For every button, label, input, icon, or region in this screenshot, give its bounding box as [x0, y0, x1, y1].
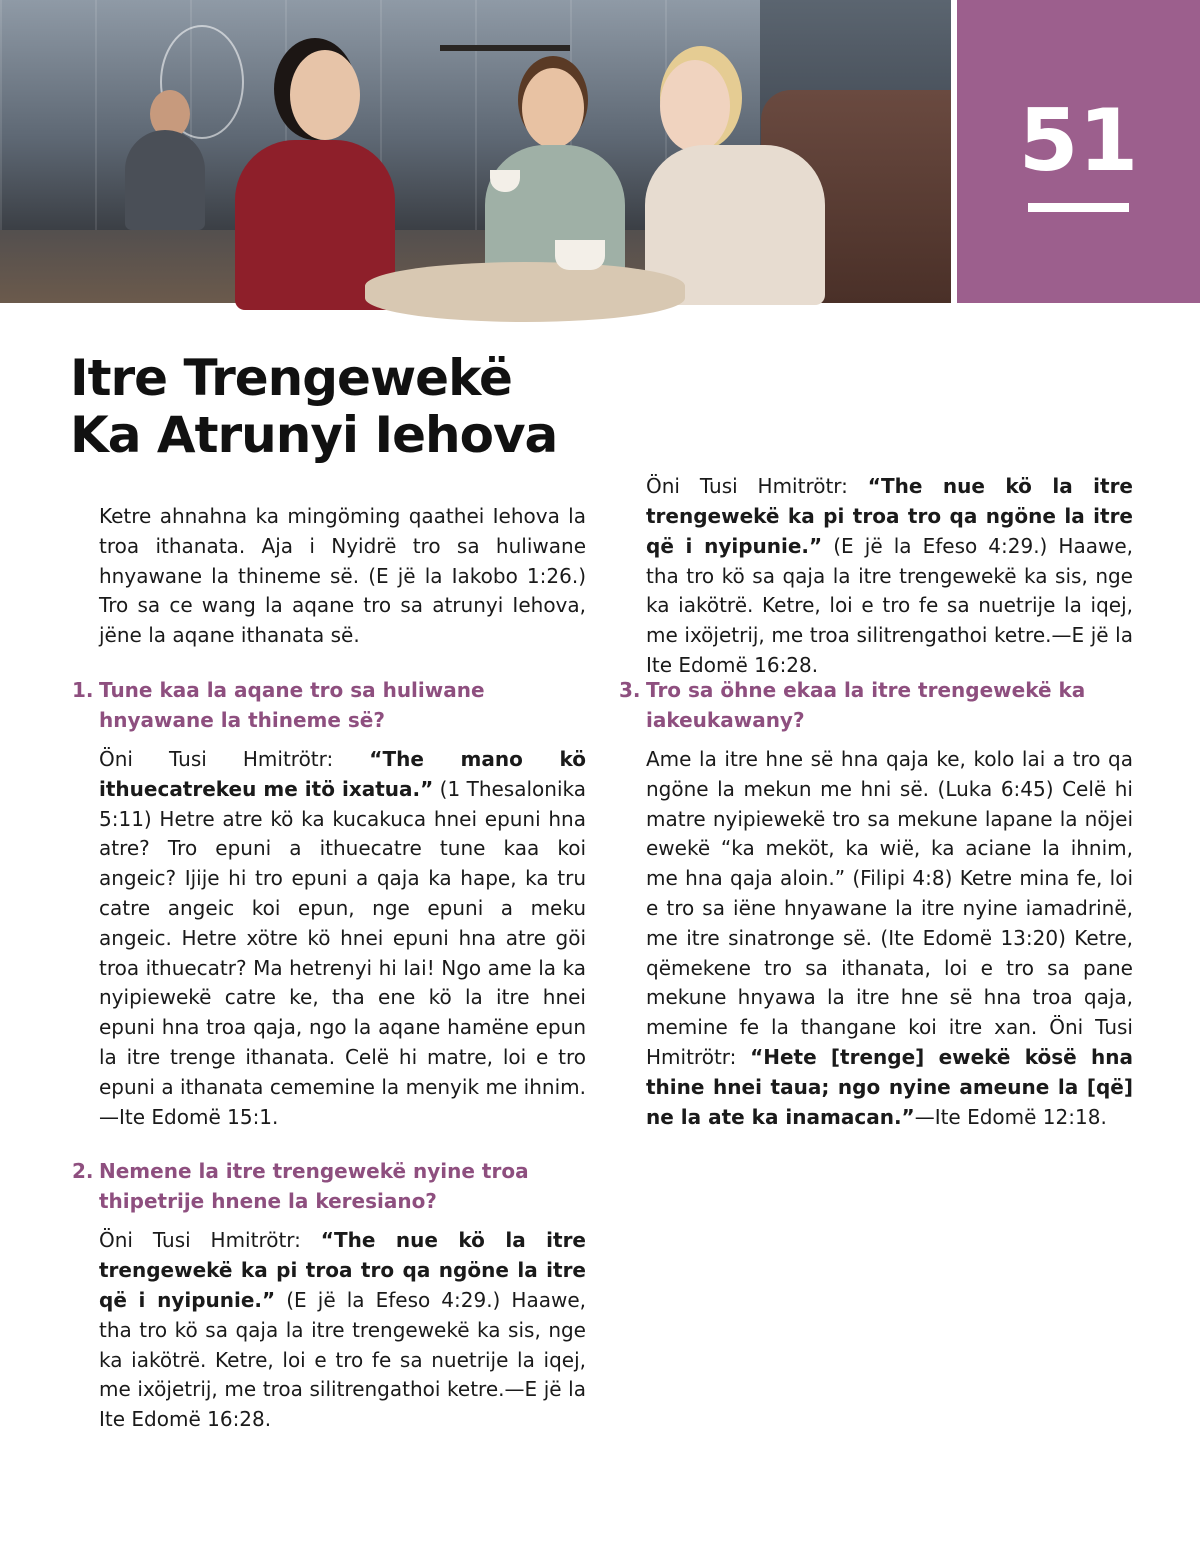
- coffee-cup: [555, 240, 605, 270]
- answer-3: [619, 745, 1133, 1132]
- answer-body: (1 Thesalonika 5:11) Hetre atre kö ka kucakuca hnei epuni hna atre? Tro epuni a ithuecatre tune kaa koi angeic? Ijije hi tro epuni a qaja ka hape, ka tru catre angeic koi epun, nge epuni a meku angeic. Hetre xötre kö hnei epuni hna atre göi troa ithuecatr? Ma hetrenyi hi lai! Ngo ame la ka nyipiewekë catre ke, tha ene kö la itre hnei epuni hna troa qaja, ngo la aqane hamëne epun la itre trenge ithanata. Celë hi matre, loi e tro epuni a ithanata cememine la menyik me ihnim.—Ite Edomë 15:1.: [99, 776, 586, 1129]
- answer-body: —Ite Edomë 12:18.: [914, 1104, 1107, 1129]
- scripture-quote: “Hete [trenge] ewekë kösë hna thine hnei taua; ngo nyine ameune la [që] ne la ate ka inamacan.”: [646, 1044, 1133, 1129]
- title-line-1: Itre Trengewekë: [70, 349, 512, 407]
- right-column: [619, 474, 1134, 1132]
- answer-body: (E jë la Efeso 4:29.) Haawe, tha tro kö sa qaja la itre trengewekë ka sis, nge ka iakötrë. Ketre, loi e tro fe sa nuetrije la iqej, me ixöjetrij, me troa silitrengathoi ketre.—E jë la Ite Edomë 16:28.: [99, 1287, 587, 1432]
- question-3: [619, 675, 1133, 735]
- cafe-table: [365, 262, 685, 322]
- intro-paragraph: Ketre ahnahna ka mingöming qaathei Iehova la troa ithanata. Aja i Nyidrë tro sa huliwane hnyawane la thineme së. (E jë la Iakobo 1:26.) Tro sa ce wang la aqane tro sa atrunyi Iehova, jëne la aqane ithanata së.: [99, 504, 586, 648]
- answer-body: (E jë la Efeso 4:29.) Haawe, tha tro kö sa qaja la itre trengewekë ka sis, nge ka iakötrë. Ketre, loi e tro fe sa nuetrije la iqej, me ixöjetrij, me troa silitrengathoi ketre.—E jë la Ite Edomë 16:28.: [646, 533, 1134, 677]
- answer-2-continued: [619, 472, 1133, 681]
- answer-1: [72, 745, 586, 1132]
- answer-lead: Öni Tusi Hmitrötr:: [99, 1228, 321, 1253]
- scripture-quote: “The nue kö la itre trengewekë ka pi troa tro qa ngöne la itre që i nyipunie.”: [646, 474, 1133, 558]
- question-text: Tro sa öhne ekaa la itre trengewekë ka iakeukawany?: [646, 677, 1086, 732]
- header-photo: [0, 0, 951, 303]
- lesson-number-underline: [1028, 203, 1129, 212]
- scripture-quote: “The mano kö ithuecatrekeu me itö ixatua.”: [99, 746, 586, 801]
- answer-lead: Öni Tusi Hmitrötr:: [99, 746, 370, 771]
- question-text: Nemene la itre trengewekë nyine troa thipetrije hnene la keresiano?: [99, 1159, 529, 1214]
- left-column: [72, 502, 587, 1432]
- question-number: 2.: [72, 1159, 94, 1184]
- scripture-quote: “The nue kö la itre trengewekë ka pi troa tro qa ngöne la itre që i nyipunie.”: [99, 1228, 586, 1312]
- question-1: [72, 675, 586, 735]
- answer-2: [72, 1226, 586, 1435]
- lesson-number-panel: [957, 0, 1200, 303]
- question-2: [72, 1156, 586, 1216]
- answer-lead: Öni Tusi Hmitrötr:: [646, 474, 868, 499]
- title-line-2: Ka Atrunyi Iehova: [70, 406, 558, 464]
- answer-lead: Ame la itre hne së hna qaja ke, kolo lai a tro qa ngöne la mekun me hni së. (Luka 6:45) Celë hi matre nyipiewekë tro sa mekune lapane la nöjei ewekë “ka meköt, ka wië, ka aciane la ihnim, me hna qaja aloin.” (Filipi 4:8) Ketre mina fe, loi e tro sa iëne hnyawane la itre nyine iamadrinë, me itre sinatronge së. (Ite Edomë 13:20) Ketre, qëmekene tro sa ithanata, loi e tro sa pane mekune hnyawa la itre hne së hna troa qaja, memine fe la thangane koi itre xan. Öni Tusi Hmitrötr:: [646, 746, 1133, 1069]
- lesson-number: 51: [1018, 91, 1139, 191]
- question-text: Tune kaa la aqane tro sa huliwane hnyawane la thineme së?: [99, 677, 485, 732]
- question-number: 3.: [619, 677, 641, 702]
- question-number: 1.: [72, 677, 94, 702]
- answer-2-part-1: [72, 1226, 587, 1432]
- shelf: [440, 45, 570, 51]
- page-title: [70, 350, 557, 464]
- answer-2-part-2: [619, 472, 1134, 677]
